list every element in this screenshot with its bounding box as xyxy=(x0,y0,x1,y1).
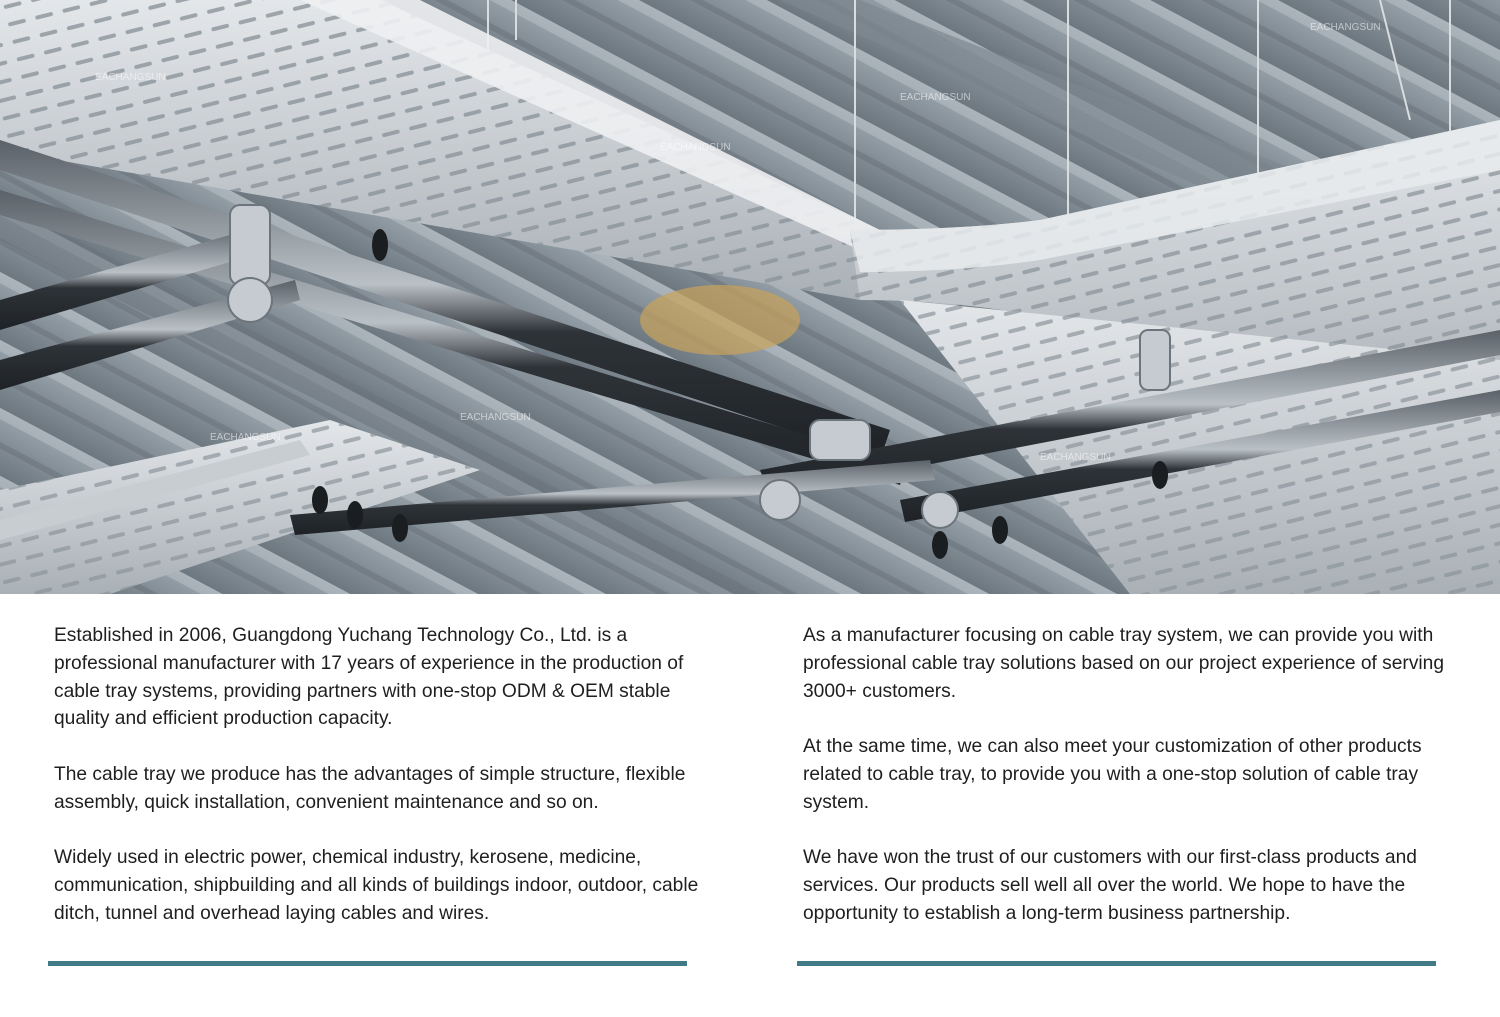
paragraph: As a manufacturer focusing on cable tray system, we can provide you with professional cable tray solutions based on our project experience of serving 3000+ customers. xyxy=(803,625,1445,702)
left-text-column xyxy=(54,622,714,928)
paragraph: The cable tray we produce has the advantages of simple structure, flexible assembly, quick installation, convenient maintenance and so on. xyxy=(54,763,686,813)
paragraph: We have won the trust of our customers with our first-class products and services. Our products sell well all over the world. We hope to have the opportunity to establish a long-term business partnership. xyxy=(803,847,1417,924)
divider-right xyxy=(797,961,1436,966)
paragraph: At the same time, we can also meet your customization of other products related to cable tray, to provide you with a one-stop solution of cable tray system. xyxy=(803,736,1422,813)
watermark-text: EACHANGSUN xyxy=(900,92,971,103)
lit-panel xyxy=(640,285,800,355)
right-text-column xyxy=(803,622,1463,928)
watermark-text: EACHANGSUN xyxy=(1040,452,1111,463)
watermark-text: EACHANGSUN xyxy=(460,412,531,423)
divider-left xyxy=(48,961,687,966)
watermark-text: EACHANGSUN xyxy=(95,72,166,83)
watermark-text: EACHANGSUN xyxy=(210,432,281,443)
watermark-text: EACHANGSUN xyxy=(1310,22,1381,33)
watermark-text: EACHANGSUN xyxy=(660,142,731,153)
paragraph: Widely used in electric power, chemical industry, kerosene, medicine, communication, shipbuilding and all kinds of buildings indoor, outdoor, cable ditch, tunnel and overhead laying cables and wires. xyxy=(54,847,699,924)
paragraph: Established in 2006, Guangdong Yuchang Technology Co., Ltd. is a professional manufacturer with 17 years of experience in the production of cable tray systems, providing partners with one-stop ODM & OEM stable quality and efficient production capacity. xyxy=(54,625,684,730)
